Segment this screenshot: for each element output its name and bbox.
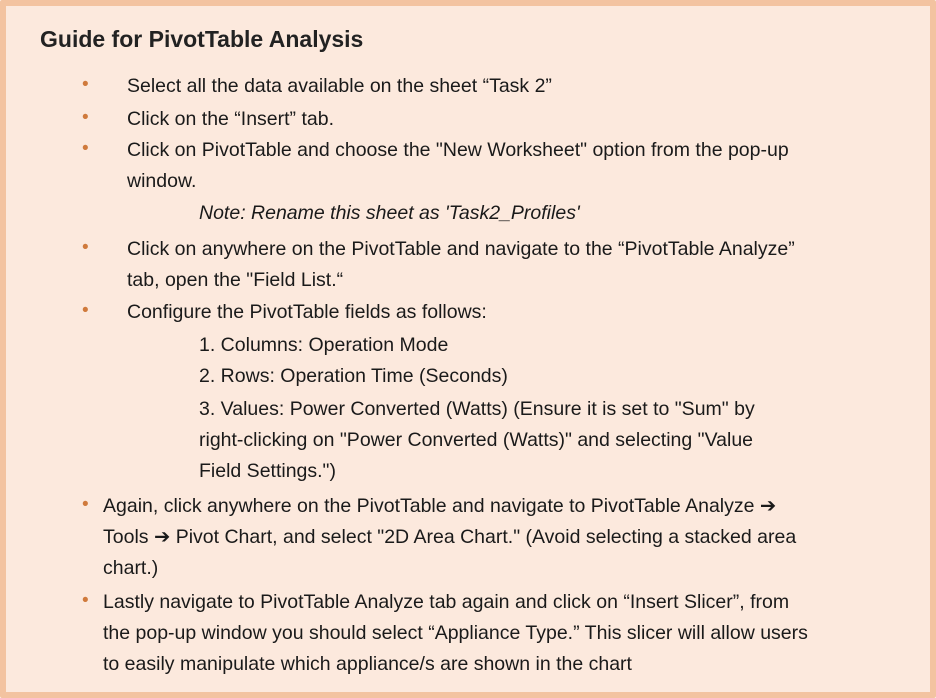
bullet-icon: • <box>82 107 89 128</box>
field-config-line: 2. Rows: Operation Time (Seconds) <box>199 365 508 387</box>
guide-title: Guide for PivotTable Analysis <box>40 26 364 52</box>
field-config-line: 3. Values: Power Converted (Watts) (Ensure it is set to "Sum" by <box>199 398 755 420</box>
field-config-line: 1. Columns: Operation Mode <box>199 334 449 356</box>
step-4-text: tab, open the "Field List.“ <box>127 269 344 291</box>
bullet-icon: • <box>82 74 89 95</box>
step-3-text: Click on PivotTable and choose the "New Worksheet" option from the pop-up <box>127 139 789 161</box>
step-7-text: Lastly navigate to PivotTable Analyze tab again and click on “Insert Slicer”, from <box>103 591 790 613</box>
step-6-text: chart.) <box>103 557 159 579</box>
step-6-text: Again, click anywhere on the PivotTable and navigate to PivotTable Analyze ➔ <box>103 495 777 517</box>
bullet-icon: • <box>82 590 89 611</box>
step-2-text: Click on the “Insert” tab. <box>127 108 334 130</box>
step-3-note: Note: Rename this sheet as 'Task2_Profiles' <box>199 202 580 224</box>
step-4-text: Click on anywhere on the PivotTable and navigate to the “PivotTable Analyze” <box>127 238 795 260</box>
step-5-text: Configure the PivotTable fields as follows: <box>127 301 487 323</box>
step-3-text: window. <box>127 170 197 192</box>
step-6-text: Tools ➔ Pivot Chart, and select "2D Area Chart." (Avoid selecting a stacked area <box>103 526 797 548</box>
bullet-icon: • <box>82 237 89 258</box>
bullet-icon: • <box>82 494 89 515</box>
step-7-text: the pop-up window you should select “Appliance Type.” This slicer will allow users <box>103 622 808 644</box>
bullet-icon: • <box>82 300 89 321</box>
field-config-line: Field Settings.") <box>199 460 336 482</box>
step-1-text: Select all the data available on the sheet “Task 2” <box>127 75 552 97</box>
field-config-line: right-clicking on "Power Converted (Watts)" and selecting "Value <box>199 429 754 451</box>
step-7-text: to easily manipulate which appliance/s are shown in the chart <box>103 653 632 675</box>
bullet-icon: • <box>82 138 89 159</box>
